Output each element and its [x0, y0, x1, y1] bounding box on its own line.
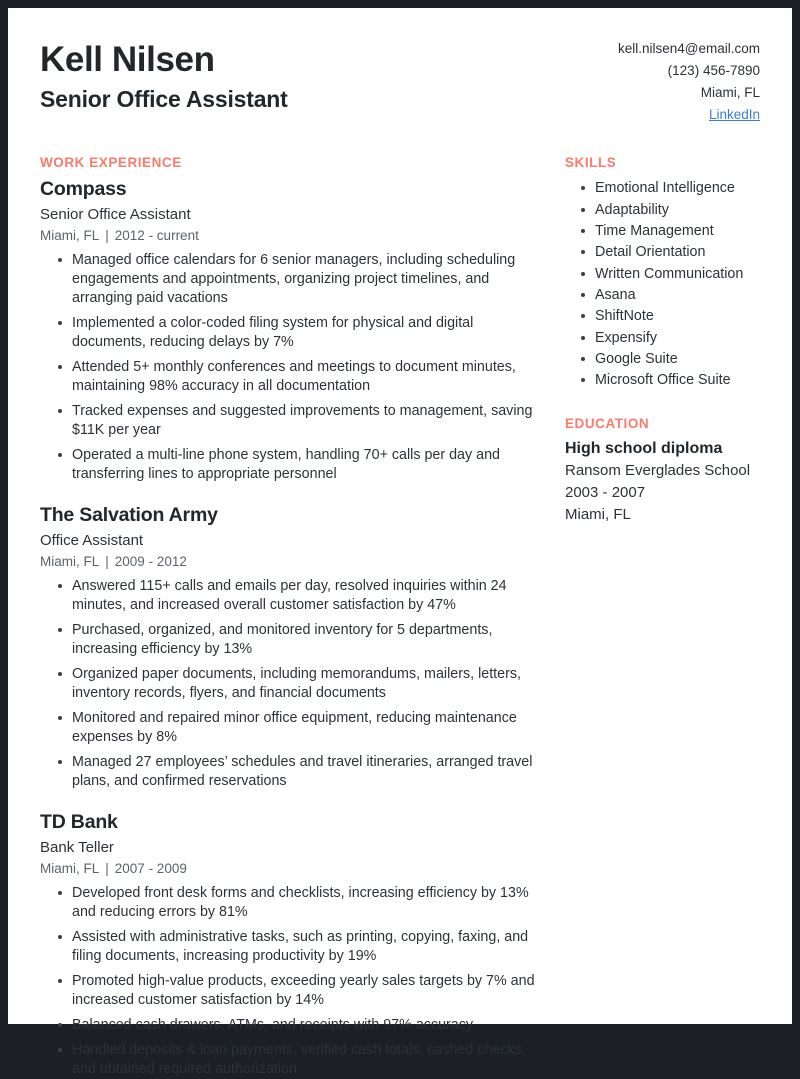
employer-role: Senior Office Assistant	[40, 205, 191, 223]
list-item: Balanced cash drawers, ATMs, and receipts with 97% accuracy	[58, 1016, 540, 1035]
list-item: Asana	[581, 285, 787, 305]
resume-page	[8, 8, 792, 1078]
list-item: Managed 27 employees’ schedules and travel itineraries, arranged travel plans, and confirmed reservations	[58, 753, 540, 791]
list-item: Operated a multi-line phone system, handling 70+ calls per day and transferring lines to appropriate personnel	[58, 446, 540, 484]
employer-meta	[40, 860, 540, 878]
employer-role: Bank Teller	[40, 838, 114, 856]
employer-name: The Salvation Army	[40, 504, 218, 527]
list-item: Promoted high-value products, exceeding yearly sales targets by 7% and increased customer satisfaction by 14%	[58, 972, 540, 1010]
list-item: Developed front desk forms and checklists, increasing efficiency by 13% and reducing errors by 81%	[58, 884, 540, 922]
list-item: Tracked expenses and suggested improvements to management, saving $11K per year	[58, 402, 540, 440]
contact-email[interactable]: kell.nilsen4@email.com	[617, 41, 760, 56]
employer-location: Miami, FL	[40, 553, 100, 569]
skills-list	[565, 178, 787, 390]
experience-entry	[40, 178, 540, 484]
meta-separator: |	[105, 553, 109, 569]
employer-meta	[40, 553, 540, 571]
list-item: Adaptability	[581, 200, 787, 220]
employer-name: TD Bank	[40, 811, 118, 834]
list-item: Implemented a color-coded filing system for physical and digital documents, reducing delays by 7%	[58, 314, 540, 352]
list-item: Organized paper documents, including memorandums, mailers, letters, inventory records, flyers, and financial documents	[58, 665, 540, 703]
employer-location: Miami, FL	[40, 228, 100, 244]
meta-separator: |	[105, 860, 109, 876]
list-item: Microsoft Office Suite	[581, 370, 787, 390]
employer-dates: 2012 - current	[114, 228, 199, 244]
list-item: Purchased, organized, and monitored inventory for 5 departments, increasing efficiency by 13%	[58, 621, 540, 659]
list-item: Monitored and repaired minor office equipment, reducing maintenance expenses by 8%	[58, 709, 540, 747]
list-item: Expensify	[581, 328, 787, 348]
list-item: Emotional Intelligence	[581, 178, 787, 198]
main-column	[40, 155, 540, 1079]
list-item: Answered 115+ calls and emails per day, resolved inquiries within 24 minutes, and increased overall customer satisfaction by 47%	[58, 577, 540, 615]
employer-role: Office Assistant	[40, 531, 144, 549]
contact-linkedin[interactable]	[530, 104, 760, 126]
employer-dates: 2009 - 2012	[114, 553, 187, 569]
sidebar-column	[565, 155, 787, 551]
page-title: Kell Nilsen	[40, 40, 215, 79]
job-title: Senior Office Assistant	[40, 86, 288, 113]
list-item: Handled deposits & loan payments, verified cash totals, cashed checks, and obtained required authorization	[58, 1041, 540, 1079]
list-item: Managed office calendars for 6 senior managers, including scheduling engagements and appointments, organizing project timelines, and arranging paid vacations	[58, 251, 540, 308]
skills-section	[565, 155, 787, 390]
education-location: Miami, FL	[565, 506, 631, 524]
list-item: Time Management	[581, 221, 787, 241]
resume-header	[40, 34, 760, 125]
education-dates: 2003 - 2007	[565, 484, 646, 502]
identity-block	[40, 34, 288, 114]
employer-dates: 2007 - 2009	[114, 860, 187, 876]
education-section	[565, 416, 787, 525]
section-heading-education: EDUCATION	[565, 416, 650, 432]
experience-entry	[40, 811, 540, 1079]
meta-separator: |	[105, 228, 109, 244]
contact-block	[530, 34, 760, 125]
employer-meta	[40, 227, 540, 245]
experience-entry	[40, 504, 540, 791]
list-item: ShiftNote	[581, 306, 787, 326]
employer-location: Miami, FL	[40, 860, 100, 876]
responsibility-list	[40, 577, 540, 791]
section-heading-work-experience: WORK EXPERIENCE	[40, 155, 182, 171]
list-item: Attended 5+ monthly conferences and meetings to document minutes, maintaining 98% accuracy in all documentation	[58, 358, 540, 396]
linkedin-link[interactable]: LinkedIn	[708, 106, 760, 122]
education-degree: High school diploma	[565, 440, 723, 458]
section-heading-skills: SKILLS	[565, 155, 617, 171]
responsibility-list	[40, 884, 540, 1079]
responsibility-list	[40, 251, 540, 484]
education-school: Ransom Everglades School	[565, 462, 751, 480]
list-item: Assisted with administrative tasks, such as printing, copying, faxing, and filing documents, increasing productivity by 19%	[58, 928, 540, 966]
list-item: Detail Orientation	[581, 242, 787, 262]
contact-phone[interactable]: (123) 456-7890	[667, 62, 760, 78]
contact-location: Miami, FL	[700, 84, 760, 100]
list-item: Google Suite	[581, 349, 787, 369]
list-item: Written Communication	[581, 264, 787, 284]
employer-name: Compass	[40, 178, 127, 201]
